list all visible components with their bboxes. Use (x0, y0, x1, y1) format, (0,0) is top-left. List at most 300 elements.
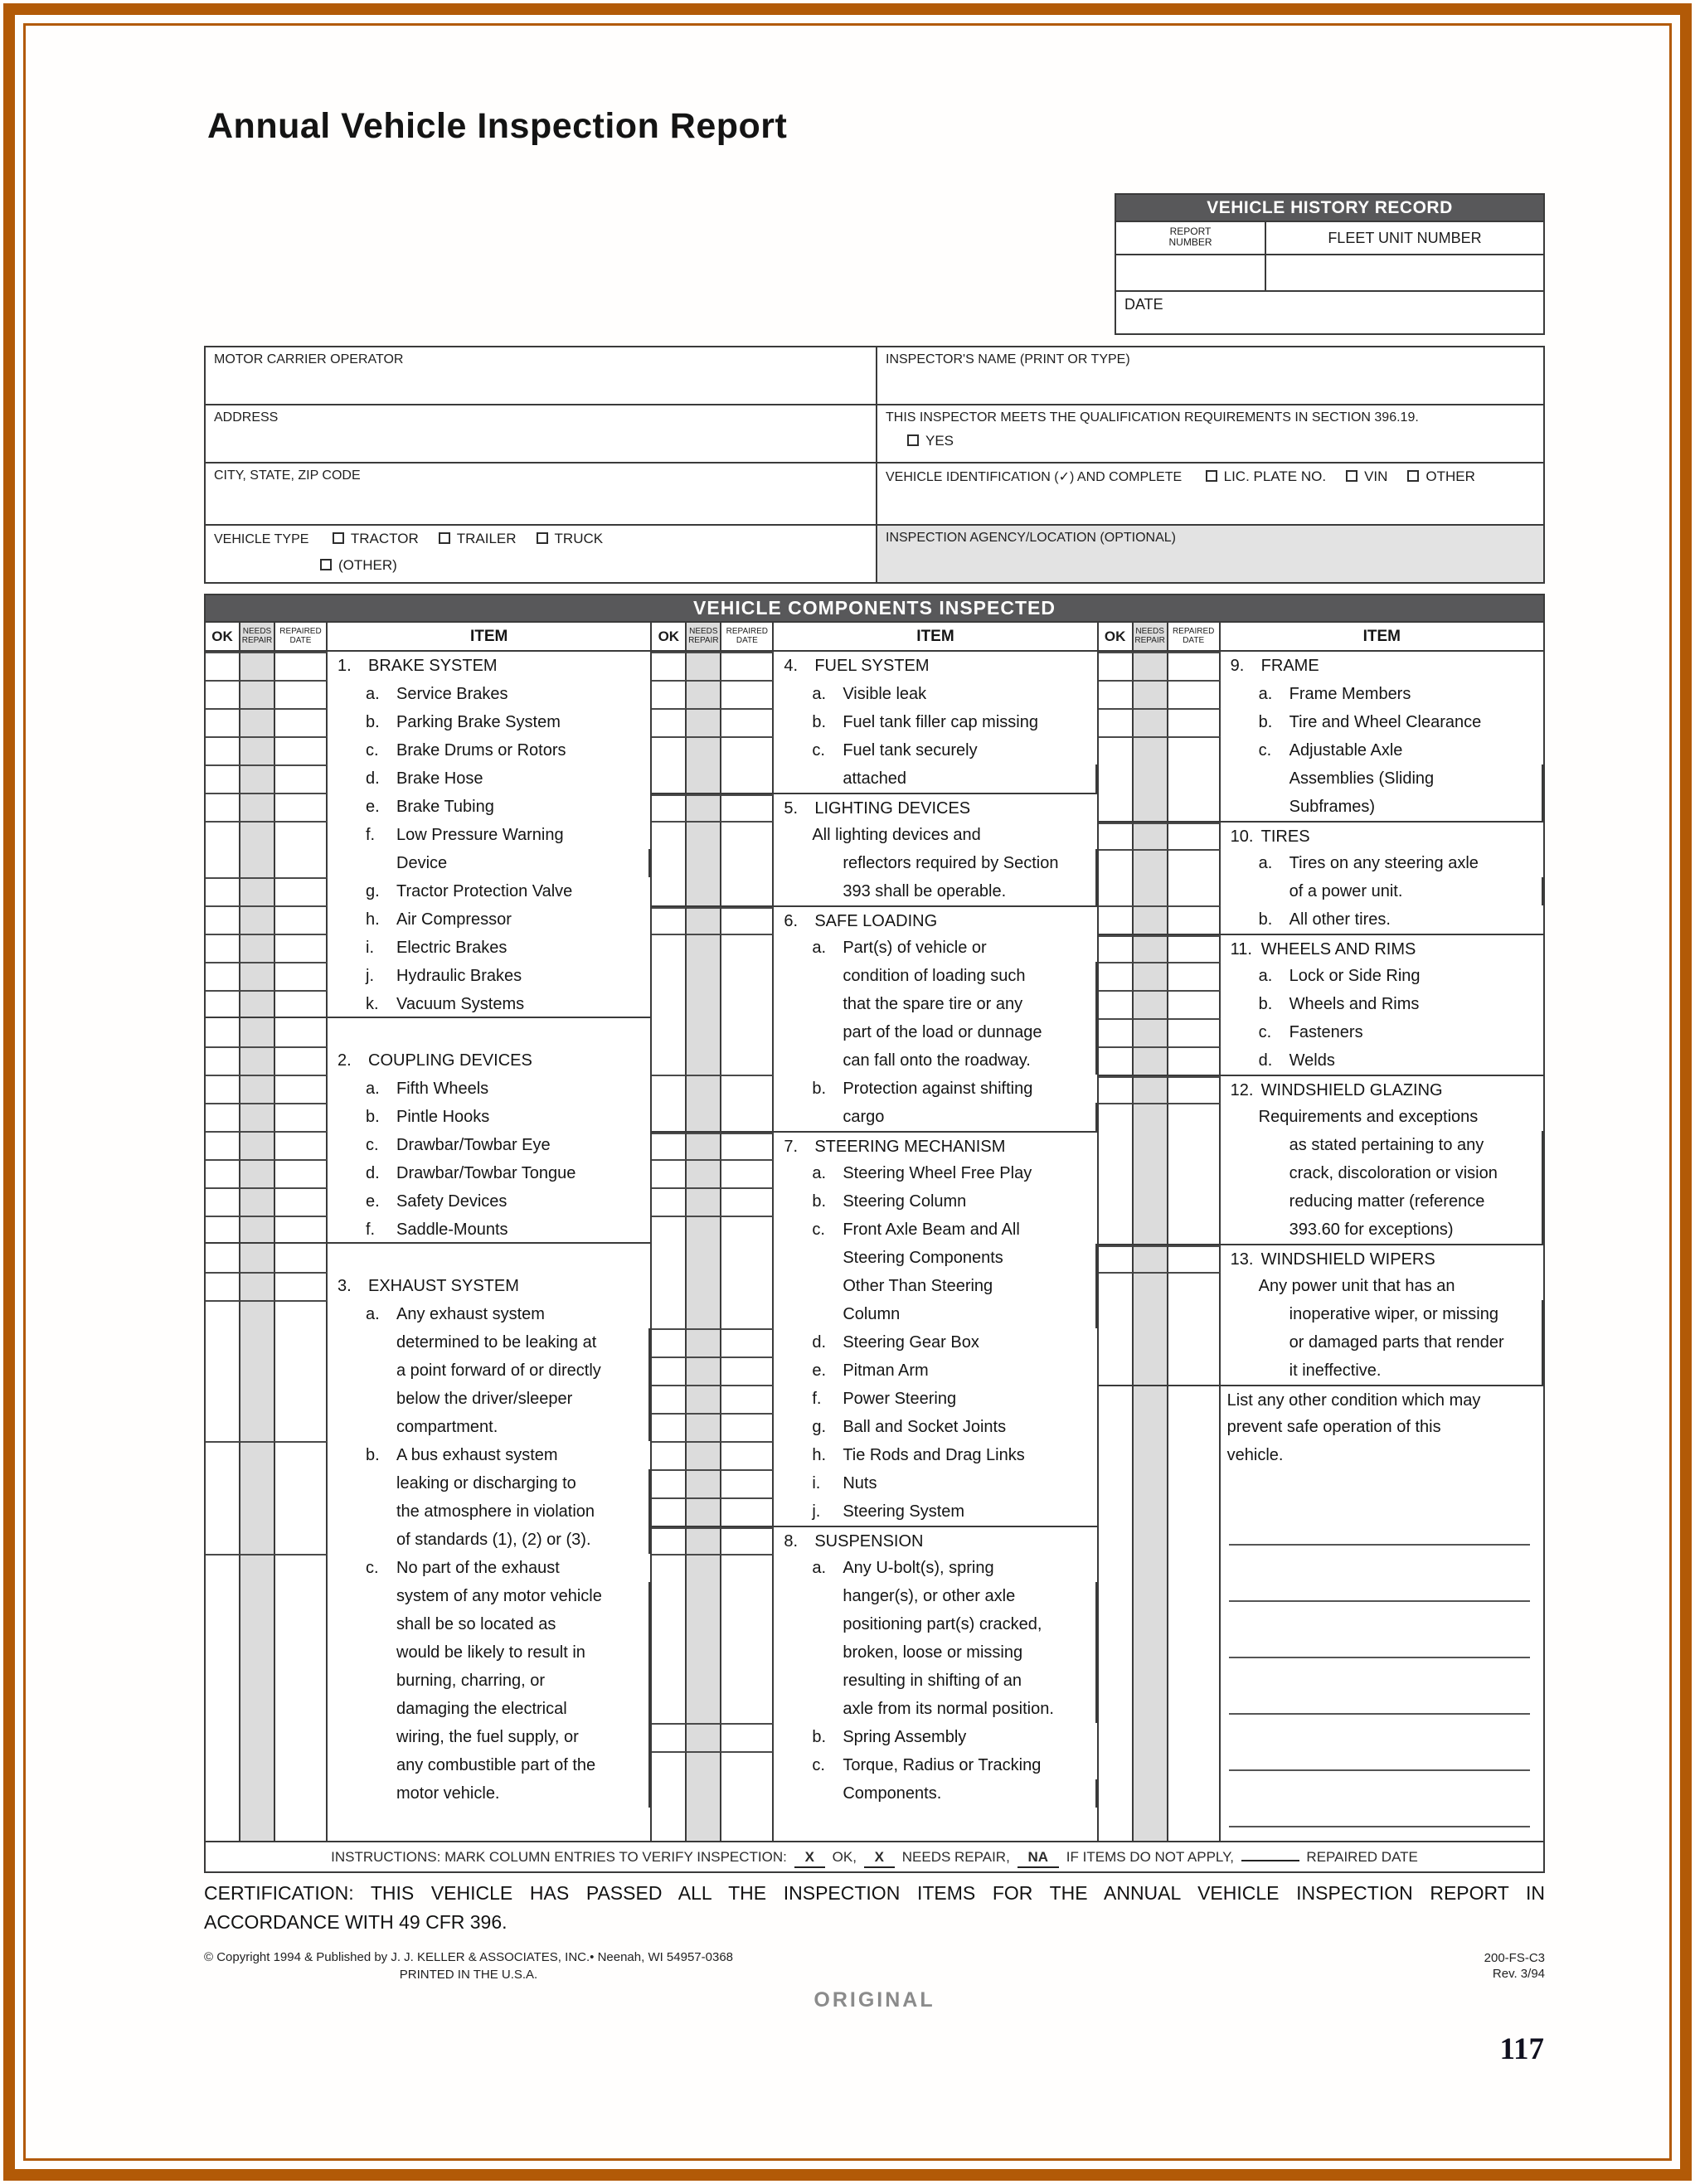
needs-repair-cell[interactable] (687, 1133, 721, 1159)
checkbox-truck[interactable] (537, 532, 548, 544)
repaired-date-cell[interactable] (1168, 652, 1221, 680)
ok-cell[interactable] (206, 962, 240, 990)
footer-left (204, 1950, 733, 1982)
ok-cell[interactable] (206, 1075, 240, 1103)
repaired-date-cell[interactable] (721, 1385, 774, 1413)
ok-cell[interactable] (652, 1187, 687, 1216)
item-text (328, 1582, 650, 1610)
item-text (1221, 1159, 1543, 1187)
needs-repair-cell[interactable] (687, 1187, 721, 1216)
ok-cell[interactable] (206, 905, 240, 934)
ok-cell[interactable] (652, 1554, 687, 1582)
item-label: Protection against shifting (843, 1080, 1033, 1098)
needs-repair-cell[interactable] (687, 1075, 721, 1103)
needs-repair-cell (687, 1638, 721, 1667)
write-in-line[interactable] (1221, 1723, 1543, 1779)
write-in-line[interactable] (1221, 1610, 1543, 1667)
section-title: 10. TIRES (1230, 827, 1310, 846)
needs-repair-cell[interactable] (687, 1527, 721, 1554)
ok-cell[interactable] (652, 1723, 687, 1751)
item-text (774, 1018, 1096, 1046)
ok-cell[interactable] (206, 1131, 240, 1159)
needs-repair-cell (240, 1385, 275, 1413)
ok-cell[interactable] (206, 652, 240, 680)
item-label: Brake Hose (396, 769, 483, 788)
needs-repair-cell[interactable] (687, 934, 721, 962)
needs-repair-cell[interactable] (687, 1723, 721, 1751)
ok-cell[interactable] (206, 736, 240, 764)
item-label: Service Brakes (396, 685, 508, 703)
ok-cell[interactable] (652, 1216, 687, 1244)
needs-repair-cell[interactable] (1134, 708, 1168, 736)
checkbox-vin[interactable] (1346, 470, 1357, 482)
component-row (206, 793, 650, 821)
repaired-date-cell[interactable] (275, 877, 328, 905)
ok-cell[interactable] (652, 652, 687, 680)
needs-repair-cell[interactable] (687, 1497, 721, 1526)
ok-cell (1099, 1386, 1134, 1413)
needs-repair-cell[interactable] (1134, 1046, 1168, 1075)
needs-repair-cell[interactable] (687, 794, 721, 821)
ok-cell (1099, 1187, 1134, 1216)
ok-cell[interactable] (206, 708, 240, 736)
needs-repair-cell[interactable] (687, 1357, 721, 1385)
ok-cell[interactable] (1099, 905, 1134, 934)
ok-cell (1099, 1357, 1134, 1385)
repaired-date-cell[interactable] (721, 1413, 774, 1441)
ok-cell[interactable] (652, 907, 687, 934)
item-label: Device (396, 854, 448, 872)
ok-cell[interactable] (652, 934, 687, 962)
needs-repair-cell[interactable] (1134, 1076, 1168, 1103)
needs-repair-cell[interactable] (240, 1103, 275, 1131)
ok-cell (652, 1018, 687, 1046)
repaired-date-cell (721, 1808, 774, 1841)
needs-repair-cell[interactable] (687, 736, 721, 764)
ok-cell[interactable] (652, 1469, 687, 1497)
needs-repair-cell[interactable] (687, 1441, 721, 1469)
repaired-date-cell[interactable] (721, 708, 774, 736)
needs-repair-cell[interactable] (687, 1216, 721, 1244)
needs-repair-cell[interactable] (1134, 935, 1168, 962)
component-row (652, 1216, 1096, 1244)
ok-cell[interactable] (652, 1497, 687, 1526)
component-row (652, 962, 1096, 990)
component-row (206, 1018, 650, 1046)
ok-cell[interactable] (206, 764, 240, 793)
option-label: TRACTOR (350, 531, 419, 546)
write-in-line[interactable] (1221, 1667, 1543, 1723)
needs-repair-cell[interactable] (687, 1469, 721, 1497)
qualification-field (877, 405, 1543, 463)
ok-cell[interactable] (206, 1159, 240, 1187)
component-row (652, 1244, 1096, 1272)
needs-repair-cell[interactable] (240, 821, 275, 849)
repaired-date-cell[interactable] (275, 905, 328, 934)
repaired-date-cell[interactable] (275, 1441, 328, 1469)
repaired-date-cell[interactable] (275, 652, 328, 680)
item-label: TIRES (1260, 827, 1310, 846)
needs-repair-cell[interactable] (1134, 823, 1168, 849)
repaired-date-cell[interactable] (1168, 1018, 1221, 1046)
needs-repair-cell[interactable] (687, 1751, 721, 1779)
needs-repair-cell[interactable] (1134, 1103, 1168, 1131)
ok-header: OK (206, 623, 240, 650)
needs-repair-cell[interactable] (240, 934, 275, 962)
repaired-date-cell[interactable] (1168, 736, 1221, 764)
needs-repair-header: NEEDS REPAIR (687, 623, 721, 650)
needs-repair-cell[interactable] (687, 708, 721, 736)
item-label: LIGHTING DEVICES (814, 799, 971, 818)
ok-cell[interactable] (1099, 935, 1134, 962)
repaired-date-cell[interactable] (721, 1497, 774, 1526)
repaired-date-cell[interactable] (721, 680, 774, 708)
needs-repair-cell[interactable] (687, 1385, 721, 1413)
repaired-date-cell[interactable] (721, 821, 774, 849)
write-in-line[interactable] (1221, 1497, 1543, 1554)
needs-repair-cell[interactable] (240, 680, 275, 708)
item-text (328, 1610, 650, 1638)
ok-cell[interactable] (206, 934, 240, 962)
needs-repair-cell[interactable] (1134, 1018, 1168, 1046)
ok-cell[interactable] (1099, 652, 1134, 680)
repaired-date-cell[interactable] (275, 1216, 328, 1242)
item-text: d. Drawbar/Towbar Tongue (366, 1164, 576, 1182)
ok-cell[interactable] (652, 680, 687, 708)
repaired-date-cell (721, 1667, 774, 1695)
ok-cell[interactable] (652, 1075, 687, 1103)
blank-rule (1229, 1769, 1530, 1771)
component-row (206, 1441, 650, 1469)
item-text (328, 1018, 650, 1046)
needs-repair-cell[interactable] (687, 680, 721, 708)
repaired-date-cell[interactable] (275, 680, 328, 708)
repaired-date-cell[interactable] (275, 962, 328, 990)
ok-cell[interactable] (1099, 823, 1134, 849)
ok-cell[interactable] (206, 680, 240, 708)
needs-repair-cell[interactable] (1134, 905, 1168, 934)
original-watermark: ORIGINAL (814, 1988, 935, 2012)
checkbox-tractor[interactable] (333, 532, 344, 544)
section-title: 7. STEERING MECHANISM (784, 1138, 1006, 1156)
ok-cell[interactable] (652, 736, 687, 764)
ok-cell[interactable] (652, 821, 687, 849)
needs-repair-cell[interactable] (1134, 1245, 1168, 1272)
needs-repair-cell[interactable] (240, 1441, 275, 1469)
ok-cell[interactable] (1099, 990, 1134, 1018)
checkbox-yes[interactable] (907, 434, 919, 446)
ok-cell[interactable] (206, 793, 240, 821)
fleet-unit-number-field[interactable] (1266, 255, 1543, 290)
repaired-date-cell[interactable] (721, 1527, 774, 1554)
checkbox-other[interactable] (320, 559, 332, 570)
repaired-date-cell[interactable] (721, 1554, 774, 1582)
address-field[interactable] (206, 405, 876, 463)
repaired-date-cell[interactable] (721, 1187, 774, 1216)
checkbox-trailer[interactable] (439, 532, 450, 544)
repaired-date-cell (275, 1808, 328, 1841)
repaired-date-cell[interactable] (721, 1469, 774, 1497)
city-state-zip-field[interactable] (206, 463, 876, 526)
ok-cell[interactable] (652, 1413, 687, 1441)
repaired-date-cell[interactable] (275, 1075, 328, 1103)
needs-repair-cell[interactable] (240, 990, 275, 1017)
needs-repair-cell[interactable] (687, 907, 721, 934)
needs-repair-cell[interactable] (240, 764, 275, 793)
item-label: Other Than Steering (843, 1277, 993, 1295)
blank-rule (1229, 1544, 1530, 1546)
ok-cell[interactable] (206, 1300, 240, 1328)
needs-repair-cell[interactable] (240, 1216, 275, 1242)
component-row (1099, 764, 1543, 793)
needs-repair-cell[interactable] (687, 1413, 721, 1441)
repaired-date-cell[interactable] (1168, 823, 1221, 849)
needs-repair-cell[interactable] (687, 1328, 721, 1357)
needs-repair-cell[interactable] (687, 1159, 721, 1187)
repaired-date-cell[interactable] (1168, 708, 1221, 736)
repaired-date-cell[interactable] (1168, 1076, 1221, 1103)
item-label: resulting in shifting of an (843, 1672, 1022, 1690)
needs-repair-cell (687, 962, 721, 990)
needs-repair-cell[interactable] (1134, 680, 1168, 708)
ok-cell[interactable] (206, 1216, 240, 1242)
repaired-date-cell[interactable] (721, 1751, 774, 1779)
needs-repair-cell[interactable] (240, 652, 275, 680)
checkbox-other[interactable] (1407, 470, 1419, 482)
repaired-date-cell[interactable] (721, 1441, 774, 1469)
write-in-line[interactable] (1221, 1554, 1543, 1610)
ok-cell[interactable] (1099, 680, 1134, 708)
blank-rule (1229, 1657, 1530, 1658)
repaired-date-cell (721, 1272, 774, 1300)
ok-cell[interactable] (652, 1385, 687, 1413)
ok-cell (206, 1723, 240, 1751)
repaired-date-cell (275, 1526, 328, 1554)
ok-cell[interactable] (206, 877, 240, 905)
repaired-date-cell[interactable] (1168, 1046, 1221, 1075)
needs-repair-cell[interactable] (240, 1187, 275, 1216)
ok-cell (206, 1385, 240, 1413)
repaired-date-cell[interactable] (721, 1723, 774, 1751)
needs-repair-cell[interactable] (240, 708, 275, 736)
ok-cell[interactable] (206, 821, 240, 849)
write-in-line[interactable] (1221, 1779, 1543, 1836)
repaired-date-cell[interactable] (721, 934, 774, 962)
item-text: e. Brake Tubing (366, 798, 494, 816)
ok-cell[interactable] (206, 1441, 240, 1469)
needs-repair-cell[interactable] (240, 1075, 275, 1103)
ok-cell[interactable] (206, 1554, 240, 1582)
ok-cell[interactable] (652, 1133, 687, 1159)
component-row (206, 1103, 650, 1131)
filler-row (206, 1808, 650, 1841)
section-row (1099, 1244, 1543, 1272)
ok-cell[interactable] (1099, 962, 1134, 990)
ok-cell[interactable] (206, 1187, 240, 1216)
repaired-date-cell[interactable] (275, 821, 328, 849)
repaired-date-cell[interactable] (275, 990, 328, 1017)
component-row (1099, 793, 1543, 821)
component-group-3 (1097, 623, 1543, 1841)
needs-repair-cell[interactable] (240, 793, 275, 821)
component-row (1099, 1300, 1543, 1328)
repaired-date-cell[interactable] (1168, 935, 1221, 962)
repaired-date-cell[interactable] (1168, 962, 1221, 990)
repaired-date-cell (275, 1582, 328, 1610)
repaired-date-cell[interactable] (275, 1046, 328, 1075)
needs-repair-cell[interactable] (1134, 1272, 1168, 1300)
ok-cell[interactable] (206, 1046, 240, 1075)
item-label: Steering System (843, 1502, 965, 1521)
item-label: Fuel tank securely (843, 741, 978, 760)
needs-repair-cell[interactable] (240, 736, 275, 764)
component-row (652, 1610, 1096, 1638)
ok-cell[interactable] (206, 1272, 240, 1300)
repaired-date-cell[interactable] (1168, 1245, 1221, 1272)
yes-label: YES (925, 433, 954, 449)
needs-repair-cell[interactable] (240, 1272, 275, 1300)
needs-repair-cell[interactable] (687, 1554, 721, 1582)
ok-cell[interactable] (1099, 1046, 1134, 1075)
repaired-date-cell[interactable] (1168, 680, 1221, 708)
date-field[interactable] (1116, 290, 1543, 333)
repaired-date-cell[interactable] (721, 736, 774, 764)
repaired-date-cell[interactable] (275, 708, 328, 736)
ok-cell[interactable] (1099, 1018, 1134, 1046)
needs-repair-cell[interactable] (240, 877, 275, 905)
needs-repair-cell[interactable] (1134, 652, 1168, 680)
repaired-date-cell[interactable] (275, 1159, 328, 1187)
repaired-date-cell[interactable] (1168, 1272, 1221, 1300)
repaired-date-cell[interactable] (721, 1159, 774, 1187)
repaired-date-cell[interactable] (275, 736, 328, 764)
repaired-date-cell[interactable] (275, 934, 328, 962)
inspection-agency-field[interactable] (877, 526, 1543, 582)
repaired-date-cell[interactable] (721, 1357, 774, 1385)
item-label: inoperative wiper, or missing (1289, 1305, 1498, 1323)
repaired-date-cell[interactable] (1168, 1103, 1221, 1131)
checkbox-lic-plate-no[interactable] (1206, 470, 1217, 482)
ok-cell[interactable] (1099, 1076, 1134, 1103)
repaired-date-cell[interactable] (721, 794, 774, 821)
repaired-date-cell[interactable] (275, 793, 328, 821)
item-label: Welds (1289, 1051, 1335, 1070)
ok-cell[interactable] (652, 1357, 687, 1385)
needs-repair-cell[interactable] (240, 905, 275, 934)
repaired-date-cell (721, 1610, 774, 1638)
repaired-date-cell[interactable] (1168, 990, 1221, 1018)
ok-cell[interactable] (1099, 708, 1134, 736)
repaired-date-cell[interactable] (721, 1328, 774, 1357)
ok-cell[interactable] (652, 708, 687, 736)
ok-cell[interactable] (206, 1103, 240, 1131)
repaired-date-cell (721, 764, 774, 793)
ok-cell[interactable] (1099, 1272, 1134, 1300)
repaired-date-cell[interactable] (721, 907, 774, 934)
item-label: WHEELS AND RIMS (1260, 940, 1416, 959)
ok-cell[interactable] (652, 1159, 687, 1187)
item-text (1221, 1441, 1543, 1469)
option-label: OTHER (1425, 468, 1475, 484)
needs-repair-cell[interactable] (1134, 990, 1168, 1018)
motor-carrier-field[interactable] (206, 347, 876, 405)
item-text (1221, 793, 1543, 821)
repaired-date-cell[interactable] (275, 1300, 328, 1328)
needs-repair-cell[interactable] (240, 1300, 275, 1328)
needs-repair-cell[interactable] (1134, 736, 1168, 764)
needs-repair-cell (240, 1413, 275, 1441)
repaired-date-cell[interactable] (275, 1272, 328, 1300)
needs-repair-cell[interactable] (240, 1131, 275, 1159)
repaired-date-cell[interactable] (1168, 905, 1221, 934)
ok-cell (652, 1667, 687, 1695)
section-title: 12. WINDSHIELD GLAZING (1230, 1081, 1443, 1099)
needs-repair-cell[interactable] (687, 652, 721, 680)
item-text (1221, 1131, 1543, 1159)
ok-cell[interactable] (652, 1527, 687, 1554)
needs-repair-cell[interactable] (1134, 962, 1168, 990)
needs-repair-cell[interactable] (240, 1554, 275, 1582)
ok-cell[interactable] (652, 1328, 687, 1357)
repaired-date-cell[interactable] (721, 1075, 774, 1103)
item-label: crack, discoloration or vision (1289, 1164, 1498, 1182)
repaired-date-cell[interactable] (721, 1133, 774, 1159)
inspector-name-field[interactable] (877, 347, 1543, 405)
component-row (1099, 736, 1543, 764)
report-number-field[interactable] (1116, 255, 1266, 290)
needs-repair-cell[interactable] (1134, 849, 1168, 877)
carrier-column (206, 347, 877, 582)
ok-cell[interactable] (652, 1441, 687, 1469)
item-text (328, 1244, 650, 1272)
needs-repair-cell (240, 1526, 275, 1554)
repaired-date-cell (275, 1244, 328, 1272)
needs-repair-cell[interactable] (240, 1159, 275, 1187)
ok-cell[interactable] (1099, 849, 1134, 877)
repaired-date-cell[interactable] (721, 652, 774, 680)
ok-cell (206, 1610, 240, 1638)
repaired-date-cell[interactable] (275, 1131, 328, 1159)
instructions-mark: X (794, 1848, 825, 1868)
ok-cell (1099, 1413, 1134, 1441)
repaired-date-cell[interactable] (275, 764, 328, 793)
repaired-date-cell (275, 1328, 328, 1357)
repaired-date-cell[interactable] (275, 1187, 328, 1216)
option-tractor (333, 531, 419, 546)
ok-cell[interactable] (1099, 1103, 1134, 1131)
section-title: 1. BRAKE SYSTEM (338, 657, 498, 675)
needs-repair-cell[interactable] (687, 821, 721, 849)
needs-repair-cell[interactable] (240, 962, 275, 990)
needs-repair-cell[interactable] (240, 1046, 275, 1075)
item-text (328, 1695, 650, 1723)
ok-cell[interactable] (206, 990, 240, 1017)
ok-cell[interactable] (1099, 1245, 1134, 1272)
section-row (652, 793, 1096, 821)
repaired-date-cell[interactable] (275, 1554, 328, 1582)
component-row (206, 990, 650, 1018)
needs-repair-cell (240, 849, 275, 877)
repaired-date-cell[interactable] (721, 1216, 774, 1244)
repaired-date-cell[interactable] (1168, 849, 1221, 877)
repaired-date-cell[interactable] (275, 1103, 328, 1131)
needs-repair-cell (240, 1244, 275, 1272)
ok-cell[interactable] (652, 1751, 687, 1779)
ok-cell[interactable] (652, 794, 687, 821)
ok-cell[interactable] (1099, 736, 1134, 764)
item-label: Pintle Hooks (396, 1108, 490, 1126)
ok-cell (1099, 1497, 1134, 1554)
